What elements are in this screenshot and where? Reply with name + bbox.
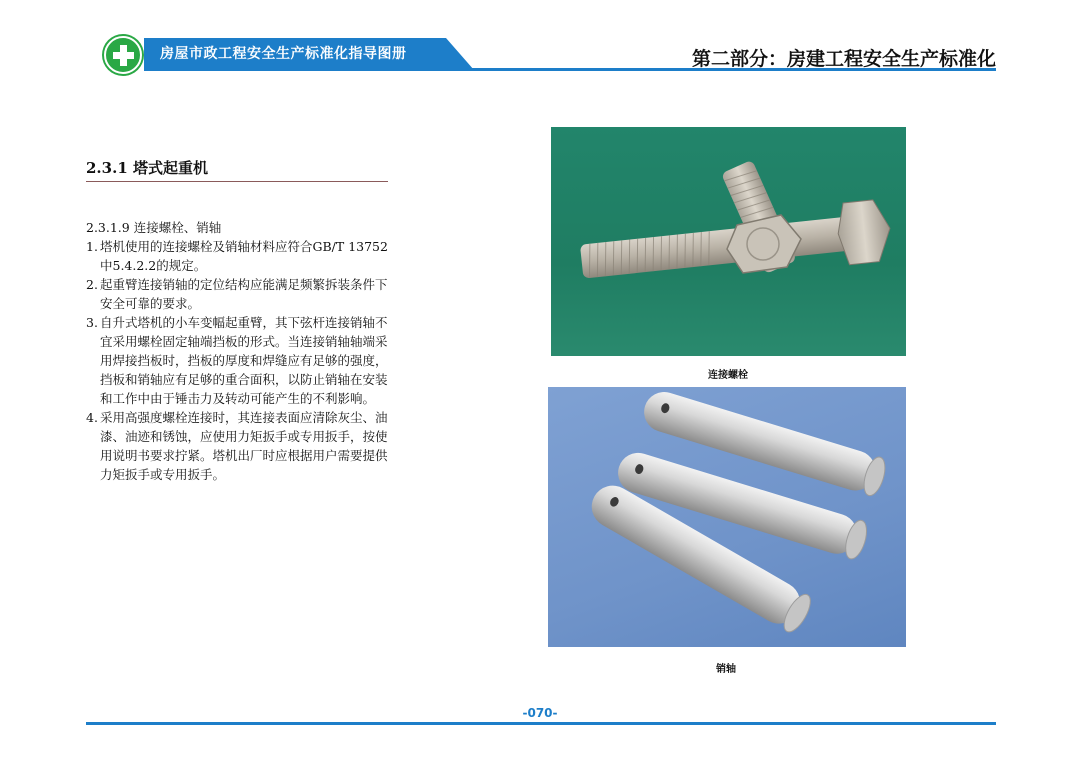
list-item bbox=[86, 408, 398, 484]
body-text bbox=[86, 218, 398, 484]
list-item-text: 采用高强度螺栓连接时，其连接表面应清除灰尘、油漆、油迹和锈蚀，应使用力矩扳手或专用扳手，按使用说明书要求拧紧。塔机出厂时应根据用户需要提供力矩扳手或专用扳手。 bbox=[100, 410, 388, 482]
pin-caption: 销轴 bbox=[716, 664, 736, 675]
list-item bbox=[86, 313, 398, 408]
safety-cross-icon bbox=[104, 36, 142, 74]
list-item-text: 塔机使用的连接螺栓及销轴材料应符合GB/T 13752中5.4.2.2的规定。 bbox=[100, 239, 388, 273]
section-divider bbox=[86, 181, 388, 182]
list-item-number: 3. bbox=[86, 315, 98, 330]
list-item-text: 起重臂连接销轴的定位结构应能满足频繁拆装条件下安全可靠的要求。 bbox=[100, 277, 388, 311]
subheading: 2.3.1.9 连接螺栓、销轴 bbox=[86, 220, 222, 235]
pin-photo bbox=[548, 387, 906, 647]
list-item bbox=[86, 237, 398, 275]
bolt-caption: 连接螺栓 bbox=[708, 370, 748, 381]
pin-illustration bbox=[548, 387, 906, 647]
list-item-text: 自升式塔机的小车变幅起重臂，其下弦杆连接销轴不宜采用螺栓固定轴端挡板的形式。当连接销轴轴端采用焊接挡板时，挡板的厚度和焊缝应有足够的强度，挡板和销轴应有足够的重合面积，以防止销轴在安装和工作中由于锤击力及转动可能产生的不利影响。 bbox=[100, 315, 388, 406]
bolt-illustration bbox=[551, 127, 906, 356]
list-item-number: 1. bbox=[86, 239, 98, 254]
footer-rule bbox=[86, 722, 996, 725]
list-item-number: 2. bbox=[86, 277, 98, 292]
header-left-title: 房屋市政工程安全生产标准化指导图册 bbox=[160, 46, 407, 62]
page-number: -070- bbox=[522, 706, 558, 720]
list-item bbox=[86, 275, 398, 313]
bolt-photo bbox=[551, 127, 906, 356]
section-title: 2.3.1 塔式起重机 bbox=[86, 159, 208, 177]
header-right-title: 第二部分：房建工程安全生产标准化 bbox=[691, 48, 996, 70]
list-item-number: 4. bbox=[86, 410, 98, 425]
